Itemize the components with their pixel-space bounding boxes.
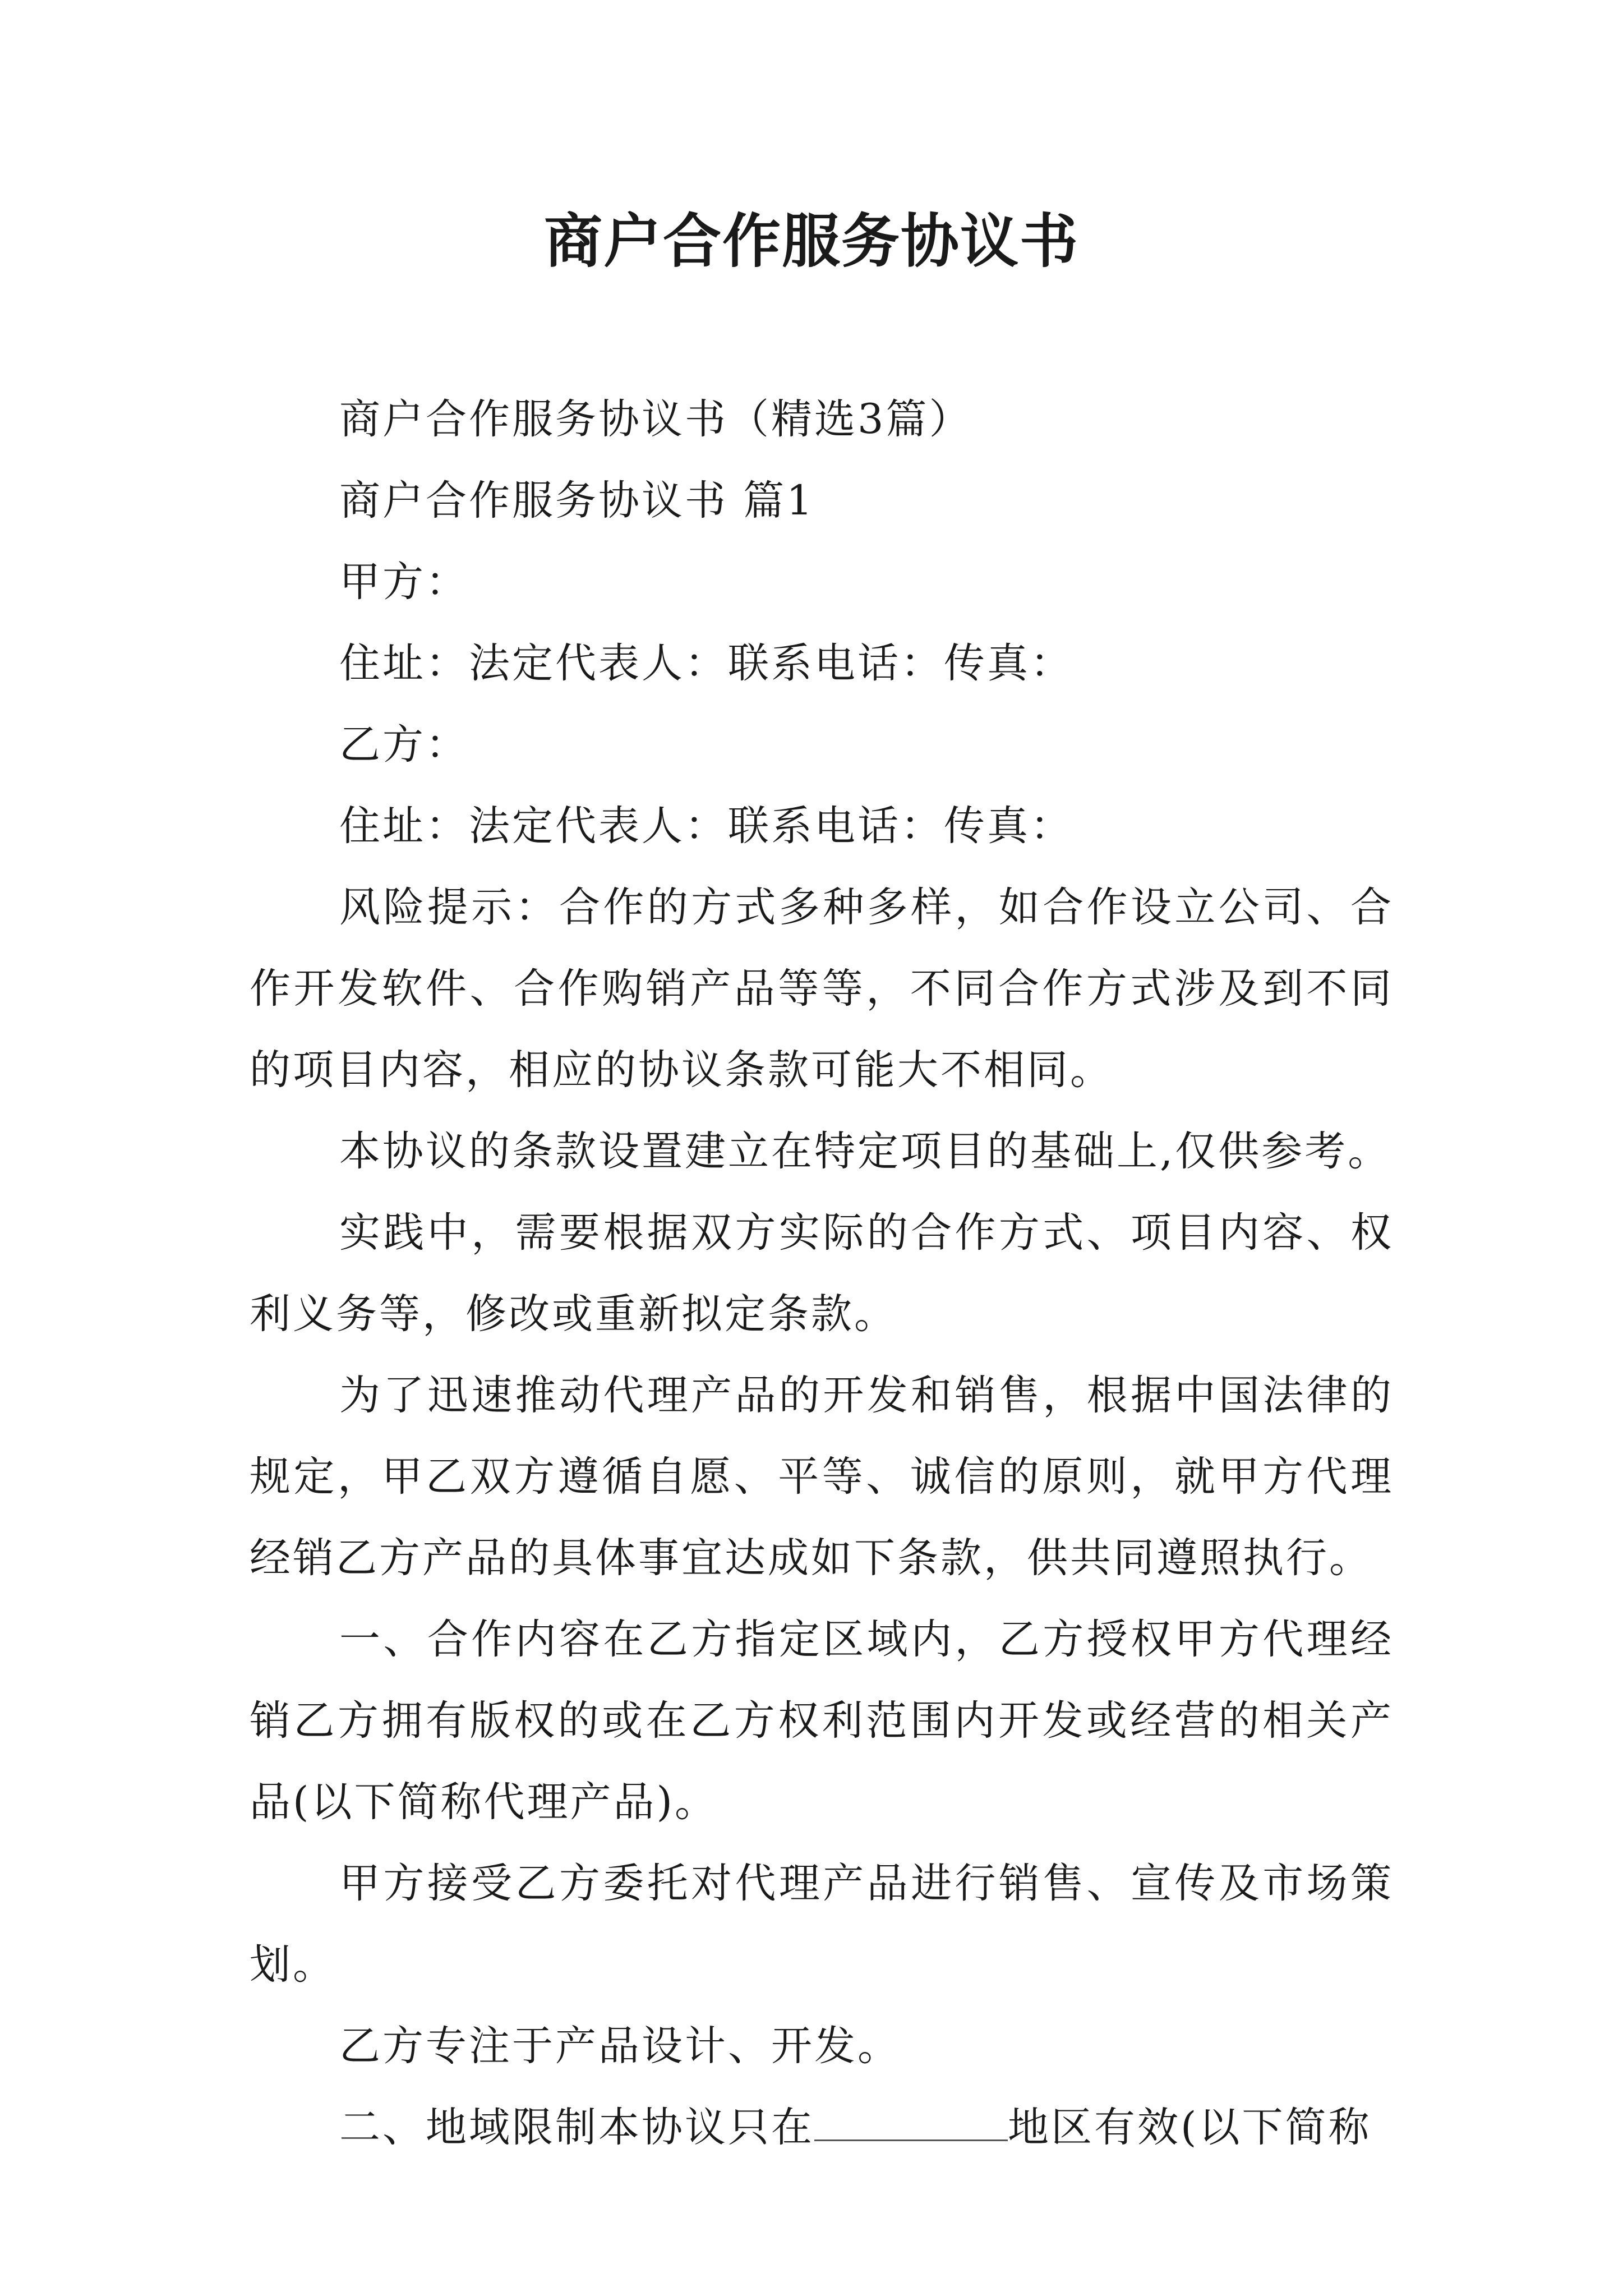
paragraph: 甲方：: [339, 558, 469, 606]
paragraph-text: 地区有效(以下简称: [1008, 2104, 1372, 2151]
paragraph: 乙方：: [339, 721, 469, 769]
paragraph-text: 二、地域限制本协议只在: [339, 2104, 814, 2151]
paragraph: 乙方专注于产品设计、开发。: [339, 2022, 901, 2070]
paragraph: 本协议的条款设置建立在特定项目的基础上,仅供参考。: [339, 1128, 1391, 1175]
paragraph: 住址：法定代表人：联系电话：传真：: [339, 639, 1073, 687]
paragraph: 风险提示：合作的方式多种多样，如合作设立公司、合作开发软件、合作购销产品等等，不同合作方式涉及到不同的项目内容，相应的协议条款可能大不相同。: [250, 884, 1394, 1094]
paragraph: 商户合作服务协议书 篇1: [339, 477, 815, 524]
paragraph: 住址：法定代表人：联系电话：传真：: [339, 802, 1073, 850]
paragraph: 实践中，需要根据双方实际的合作方式、项目内容、权利义务等，修改或重新拟定条款。: [250, 1209, 1394, 1338]
paragraph: 为了迅速推动代理产品的开发和销售，根据中国法律的规定，甲乙双方遵循自愿、平等、诚信的原则，就甲方代理经销乙方产品的具体事宜达成如下条款，供共同遵照执行。: [250, 1372, 1394, 1582]
fill-in-blank: [814, 2106, 1008, 2141]
document-title: 商户合作服务协议书: [543, 206, 1079, 275]
paragraph: 甲方接受乙方委托对代理产品进行销售、宣传及市场策划。: [250, 1860, 1394, 1989]
paragraph: 一、合作内容在乙方指定区域内，乙方授权甲方代理经销乙方拥有版权的或在乙方权利范围内开发或经营的相关产品(以下简称代理产品)。: [250, 1616, 1394, 1826]
document-body: [250, 379, 1394, 2168]
paragraph: [250, 2087, 1394, 2168]
paragraph: 商户合作服务协议书（精选3篇）: [339, 395, 972, 443]
